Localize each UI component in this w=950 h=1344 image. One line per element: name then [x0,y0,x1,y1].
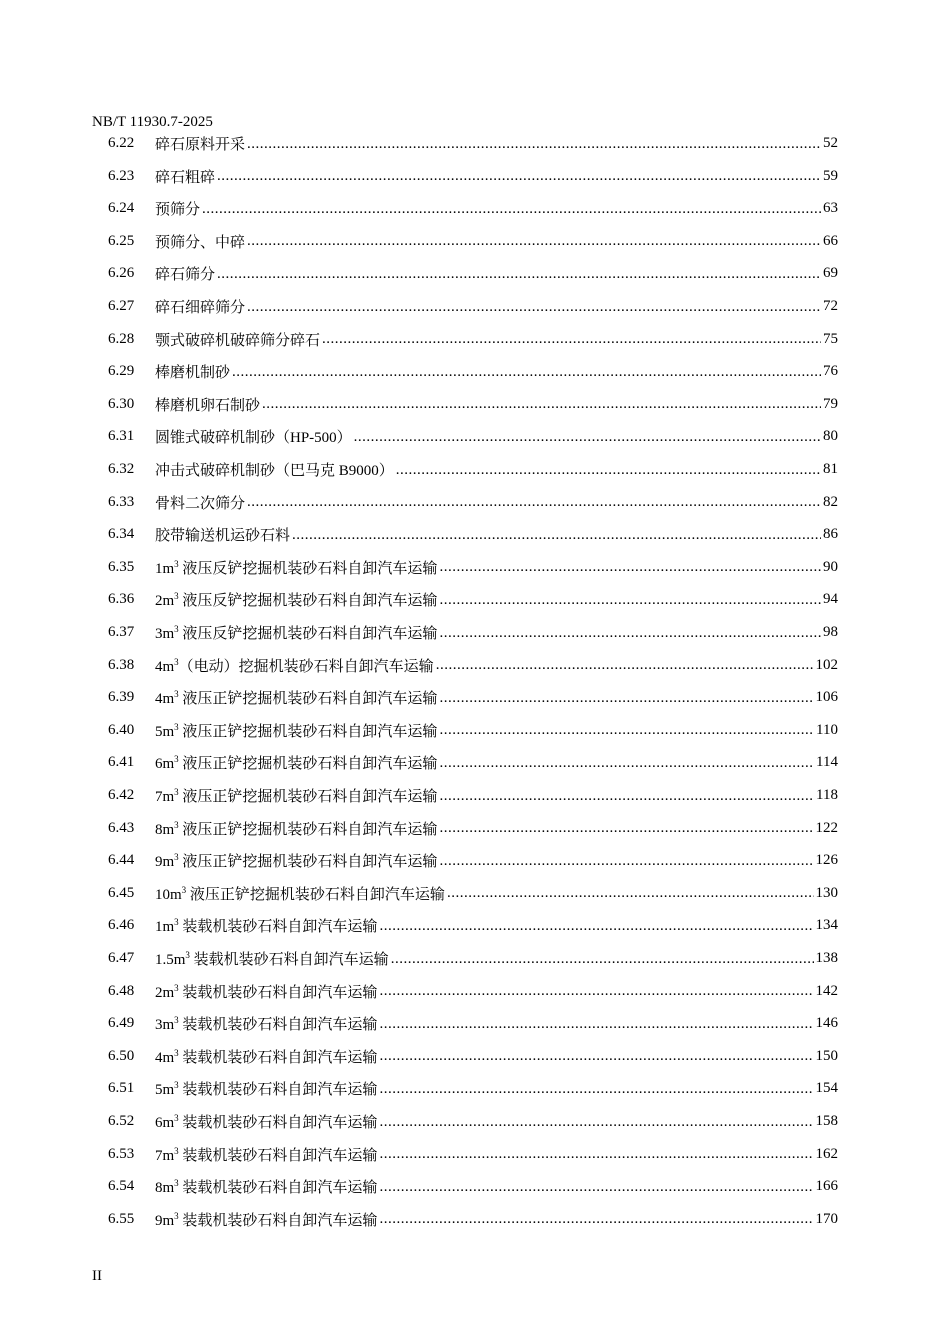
toc-dot-leader [436,656,814,674]
toc-entry[interactable] [108,1007,838,1040]
toc-entry-number: 6.28 [108,330,135,347]
toc-entry-text: （电动）挖掘机装砂石料自卸汽车运输 [178,658,434,675]
toc-dot-leader [379,917,813,935]
toc-dot-leader [379,1015,813,1033]
toc-entry-page: 76 [823,363,838,380]
toc-dot-leader [439,721,814,739]
toc-entry-text: 装载机装砂石料自卸汽车运输 [178,1082,378,1099]
toc-entry-title [155,263,215,284]
toc-entry-number: 6.31 [108,428,135,445]
toc-dot-leader [217,167,821,185]
toc-entry-number: 6.53 [108,1145,135,1162]
toc-entry-quantity: 1.5m [155,952,186,968]
toc-entry-text: 冲击式破碎机制砂（巴马克 B9000） [155,463,394,479]
toc-entry-page: 72 [823,298,838,314]
toc-entry-quantity: 9m [155,1212,175,1229]
toc-entry-title [155,785,437,806]
toc-entry-text: 装载机装砂石料自卸汽车运输 [178,1212,378,1229]
toc-entry-superscript: 3 [174,787,179,797]
toc-entry-text: 装载机装砂石料自卸汽车运输 [178,1049,378,1066]
toc-entry-quantity: 3m [155,1017,175,1034]
toc-entry[interactable] [108,1170,838,1203]
toc-entry-quantity: 1m [155,560,175,577]
toc-entry-text: 碎石粗碎 [155,169,216,186]
toc-entry-quantity: 3m [155,626,175,642]
toc-entry-number: 6.35 [108,558,135,575]
toc-entry[interactable] [108,779,838,812]
toc-entry-title [155,622,437,643]
toc-entry-page: 162 [815,1145,838,1162]
toc-entry-number: 6.29 [108,363,135,380]
toc-entry-title [155,883,445,904]
toc-dot-leader [262,395,821,413]
toc-entry[interactable] [108,909,838,942]
toc-entry-title [155,850,437,871]
toc-entry-number: 6.36 [108,591,135,608]
toc-entry-quantity: 10m [155,886,182,903]
toc-entry[interactable] [108,942,838,975]
toc-entry-title [155,459,394,480]
toc-entry-text: 预筛分 [155,202,201,219]
toc-entry[interactable] [108,355,838,388]
toc-entry[interactable] [108,192,838,225]
toc-dot-leader [379,982,813,1000]
document-id: NB/T 11930.7-2025 [92,114,213,130]
toc-entry-text: 装载机装砂石料自卸汽车运输 [178,1147,378,1164]
toc-entry-title [155,589,437,610]
toc-entry-number: 6.43 [108,819,135,836]
toc-entry-text: 装载机装砂石料自卸汽车运输 [178,1017,378,1034]
toc-entry-page: 59 [823,167,838,184]
toc-dot-leader [354,428,821,446]
toc-entry-page: 86 [823,526,838,543]
toc-dot-leader [217,265,821,283]
toc-entry-superscript: 3 [174,721,179,732]
toc-entry-text: 液压反铲挖掘机装砂石料自卸汽车运输 [178,593,438,610]
toc-entry[interactable] [108,290,838,323]
toc-entry-text: 装载机装砂石料自卸汽车运输 [178,984,378,1001]
toc-entry-number: 6.22 [108,135,135,151]
toc-entry-superscript: 3 [174,1047,179,1058]
toc-entry-superscript: 3 [174,558,179,569]
toc-entry-superscript: 3 [174,1015,179,1026]
toc-entry-title [155,231,245,252]
toc-entry-title [155,329,320,350]
toc-entry-text: 装载机装砂石料自卸汽车运输 [178,1115,378,1131]
toc-entry-number: 6.40 [108,721,135,738]
toc-entry-title [155,1144,377,1165]
toc-entry-page: 66 [823,232,838,249]
toc-entry-page: 130 [815,884,838,901]
toc-entry-quantity: 1m [155,919,175,936]
toc-entry-superscript: 3 [174,852,179,863]
toc-entry[interactable] [108,746,838,779]
toc-entry[interactable] [108,1138,838,1171]
toc-entry-title [155,361,230,382]
toc-entry-page: 90 [823,558,838,575]
toc-entry[interactable] [108,681,838,714]
toc-entry[interactable] [108,160,838,193]
toc-entry-text: 骨料二次筛分 [155,495,246,512]
toc-entry[interactable] [108,388,838,421]
toc-entry-superscript: 3 [174,1145,179,1156]
toc-entry-quantity: 7m [155,789,175,805]
toc-entry-text: 液压正铲挖掘机装砂石料自卸汽车运输 [178,691,438,708]
toc-entry-superscript: 3 [181,884,187,895]
toc-entry-page: 98 [823,624,838,640]
toc-entry[interactable] [108,486,838,519]
toc-entry-number: 6.42 [108,787,135,803]
toc-entry-quantity: 6m [155,1115,175,1131]
toc-entry-page: 122 [815,819,838,836]
toc-entry-superscript: 3 [174,689,179,700]
toc-entry[interactable] [108,714,838,747]
toc-entry-quantity: 5m [155,723,175,740]
toc-dot-leader [247,135,821,153]
toc-entry-title [155,1209,377,1230]
toc-entry[interactable] [108,877,838,910]
toc-entry-number: 6.55 [108,1210,135,1227]
toc-entry-text: 装载机装砂石料自卸汽车运输 [178,1180,378,1197]
toc-entry-title [155,720,437,741]
toc-entry[interactable] [108,583,838,616]
toc-entry[interactable] [108,975,838,1008]
toc-entry-text: 预筛分、中碎 [155,234,246,251]
toc-entry-number: 6.33 [108,493,135,510]
toc-entry-title [155,524,290,545]
toc-entry-text: 液压正铲挖掘机装砂石料自卸汽车运输 [178,854,438,871]
page-number: II [92,1268,102,1284]
toc-entry-title [155,1013,377,1034]
toc-dot-leader [439,754,814,772]
toc-entry-superscript: 3 [174,819,179,830]
toc-dot-leader [232,363,821,381]
toc-entry-title [155,687,437,708]
toc-entry-title [155,133,245,154]
toc-entry-page: 79 [823,395,838,412]
toc-entry-number: 6.24 [108,200,135,217]
toc-entry-quantity: 7m [155,1147,175,1164]
toc-entry-number: 6.34 [108,526,135,543]
toc-entry-page: 126 [815,852,838,869]
toc-entry-quantity: 6m [155,756,175,773]
toc-entry-page: 102 [815,656,838,673]
toc-entry-quantity: 5m [155,1082,175,1099]
toc-entry-text: 装载机装砂石料自卸汽车运输 [189,952,389,968]
toc-entry[interactable] [108,1203,838,1236]
toc-entry-title [155,296,245,317]
toc-entry[interactable] [108,1105,838,1138]
toc-entry-page: 142 [815,982,838,999]
toc-entry-quantity: 4m [155,1049,175,1066]
toc-entry-superscript: 3 [174,917,179,928]
toc-entry-quantity: 9m [155,854,175,871]
toc-entry[interactable] [108,420,838,453]
toc-entry[interactable] [108,1040,838,1073]
toc-entry-text: 液压反铲挖掘机装砂石料自卸汽车运输 [178,626,438,642]
toc-entry-title [155,1111,377,1132]
toc-entry-number: 6.47 [108,950,135,966]
toc-entry-title [155,981,377,1002]
toc-entry-page: 154 [815,1080,838,1097]
toc-entry-text: 液压正铲挖掘机装砂石料自卸汽车运输 [186,886,445,903]
toc-entry-title [155,492,245,513]
toc-entry-page: 81 [823,461,838,477]
toc-dot-leader [439,852,813,870]
toc-entry-quantity: 2m [155,984,175,1001]
toc-entry-page: 75 [823,330,838,347]
toc-entry-number: 6.39 [108,689,135,706]
toc-entry-text: 液压正铲挖掘机装砂石料自卸汽车运输 [178,756,438,773]
toc-dot-leader [379,1080,813,1098]
toc-entry-page: 80 [823,428,838,445]
toc-entry-title [155,426,352,447]
toc-dot-leader [247,298,821,316]
toc-dot-leader [379,1145,813,1163]
toc-entry-title [155,166,215,187]
toc-entry-title [155,915,377,936]
toc-entry-title [155,198,200,219]
toc-dot-leader [439,819,813,837]
toc-dot-leader [439,787,814,805]
toc-entry-number: 6.26 [108,265,135,282]
toc-entry[interactable] [108,649,838,682]
toc-dot-leader [391,950,814,968]
toc-entry[interactable] [108,1072,838,1105]
toc-entry-quantity: 8m [155,1180,175,1197]
toc-entry-text: 液压反铲挖掘机装砂石料自卸汽车运输 [178,560,438,577]
toc-entry-page: 146 [815,1015,838,1032]
toc-entry-number: 6.30 [108,395,135,412]
toc-entry-page: 52 [823,135,838,151]
toc-entry-superscript: 3 [174,754,179,765]
toc-entry-page: 114 [816,754,838,771]
toc-entry-page: 134 [815,917,838,934]
toc-entry-quantity: 4m [155,691,175,708]
toc-dot-leader [292,526,821,544]
toc-entry-number: 6.48 [108,982,135,999]
toc-dot-leader [247,232,821,250]
toc-entry-title [155,1046,377,1067]
toc-entry-number: 6.38 [108,656,135,673]
toc-entry-superscript: 3 [174,1178,179,1189]
toc-entry-page: 106 [815,689,838,706]
toc-entry-text: 液压正铲挖掘机装砂石料自卸汽车运输 [178,821,438,838]
toc-entry-number: 6.44 [108,852,135,869]
toc-entry-text: 碎石原料开采 [155,137,246,153]
toc-entry[interactable] [108,518,838,551]
toc-entry-number: 6.45 [108,884,135,901]
toc-entry-number: 6.49 [108,1015,135,1032]
toc-entry-title [155,818,437,839]
toc-entry-text: 颚式破碎机破碎筛分碎石 [155,332,321,349]
toc-dot-leader [379,1210,813,1228]
toc-entry-number: 6.32 [108,461,135,477]
toc-entry-page: 150 [815,1047,838,1064]
toc-entry-number: 6.23 [108,167,135,184]
toc-entry[interactable] [108,127,838,160]
toc-dot-leader [322,330,821,348]
toc-dot-leader [439,624,821,642]
toc-entry-title [155,655,434,676]
toc-entry-superscript: 3 [174,591,179,602]
toc-entry-page: 158 [815,1113,838,1129]
toc-entry-page: 138 [815,950,838,966]
toc-entry-superscript: 3 [185,950,190,960]
toc-entry[interactable] [108,551,838,584]
toc-entry-superscript: 3 [174,1210,179,1221]
toc-entry-number: 6.37 [108,624,135,640]
toc-entry-superscript: 3 [174,656,179,667]
toc-entry-page: 110 [816,721,838,738]
toc-entry[interactable] [108,812,838,845]
toc-entry-page: 166 [815,1178,838,1195]
toc-entry-number: 6.27 [108,298,135,314]
toc-entry-superscript: 3 [174,982,179,993]
toc-entry-page: 170 [815,1210,838,1227]
toc-dot-leader [379,1113,813,1131]
toc-entry-number: 6.52 [108,1113,135,1129]
toc-entry-number: 6.41 [108,754,135,771]
toc-entry-text: 液压正铲挖掘机装砂石料自卸汽车运输 [178,723,438,740]
toc-entry-text: 碎石筛分 [155,267,216,284]
toc-entry-number: 6.54 [108,1178,135,1195]
toc-entry[interactable] [108,453,838,486]
toc-dot-leader [247,493,821,511]
toc-entry-title [155,948,389,969]
toc-entry-superscript: 3 [174,1080,179,1091]
toc-entry-text: 圆锥式破碎机制砂（HP-500） [155,430,352,447]
toc-entry[interactable] [108,323,838,356]
toc-entry[interactable] [108,844,838,877]
toc-entry[interactable] [108,225,838,258]
toc-entry-superscript: 3 [174,624,179,634]
toc-entry[interactable] [108,257,838,290]
toc-entry-title [155,557,437,578]
toc-dot-leader [396,461,821,479]
toc-entry-number: 6.25 [108,232,135,249]
toc-entry-quantity: 2m [155,593,175,610]
toc-entry-page: 82 [823,493,838,510]
toc-entry-number: 6.50 [108,1047,135,1064]
toc-dot-leader [379,1178,813,1196]
toc-entry-quantity: 8m [155,821,175,838]
toc-entry-title [155,1078,377,1099]
toc-dot-leader [439,558,821,576]
toc-entry-title [155,752,437,773]
toc-dot-leader [439,689,813,707]
toc-entry-title [155,1176,377,1197]
toc-dot-leader [447,884,814,902]
toc-entry-text: 装载机装砂石料自卸汽车运输 [178,919,378,936]
toc-entry-page: 94 [823,591,838,608]
toc-entry-page: 118 [816,787,838,803]
toc-entry-text: 棒磨机制砂 [155,365,231,382]
toc-entry[interactable] [108,616,838,649]
toc-entry-text: 碎石细碎筛分 [155,300,246,316]
toc-entry-text: 棒磨机卵石制砂 [155,397,261,414]
toc-entry-quantity: 4m [155,658,175,675]
toc-dot-leader [202,200,821,218]
toc-entry-text: 胶带输送机运砂石料 [155,528,291,545]
toc-entry-text: 液压正铲挖掘机装砂石料自卸汽车运输 [178,789,438,805]
toc-entry-page: 63 [823,200,838,217]
toc-dot-leader [379,1047,813,1065]
toc-entry-number: 6.51 [108,1080,135,1097]
toc-dot-leader [439,591,821,609]
toc-entry-page: 69 [823,265,838,282]
toc-entry-superscript: 3 [174,1113,179,1123]
toc-entry-title [155,394,260,415]
toc-entry-number: 6.46 [108,917,135,934]
